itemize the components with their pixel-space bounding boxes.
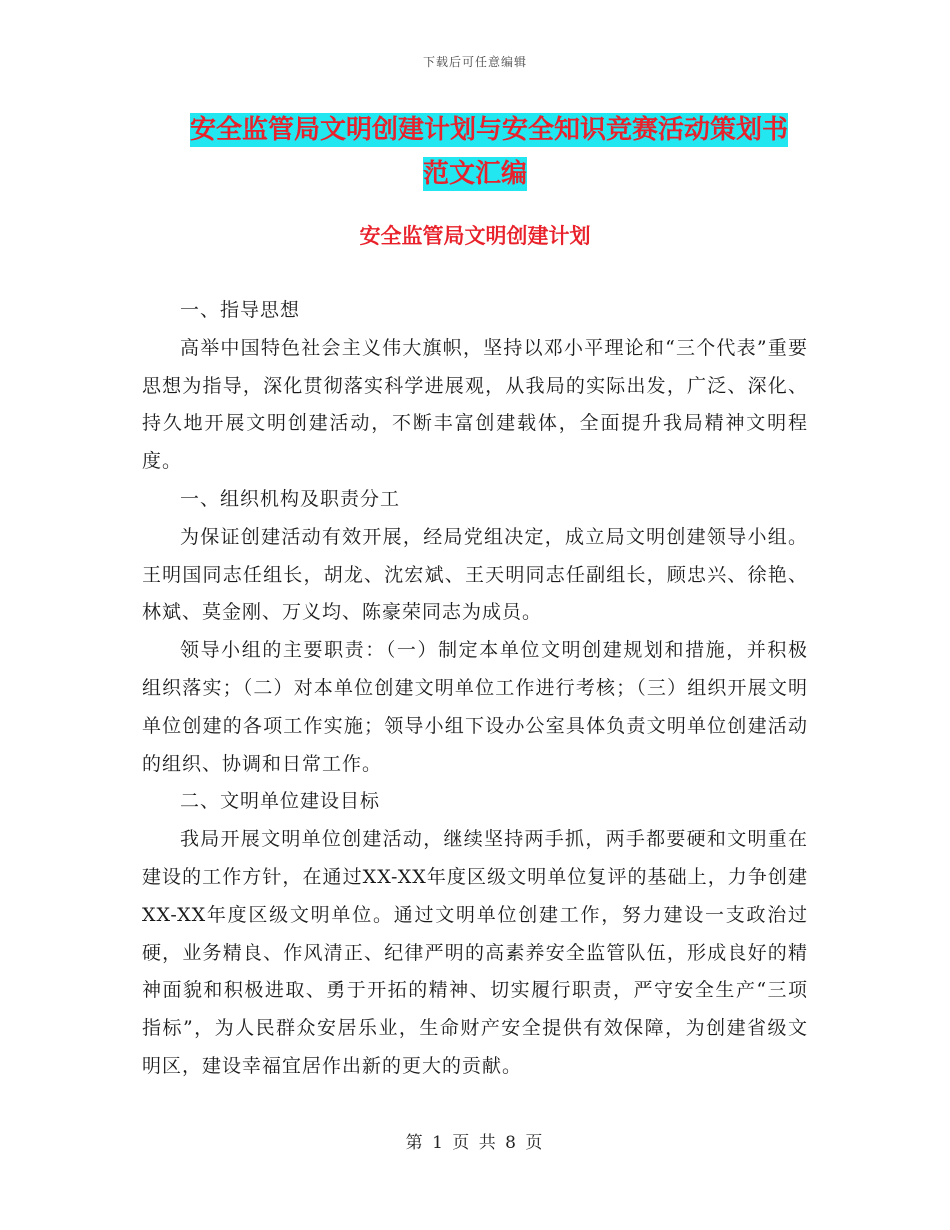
paragraph: 高举中国特色社会主义伟大旗帜，坚持以邓小平理论和“三个代表”重要思想为指导，深化贯彻落实科学进展观，从我局的实际出发，广泛、深化、持久地开展文明创建活动，不断丰富创建载体，全面提升我局精神文明程度。 xyxy=(142,336,808,473)
paragraph: 领导小组的主要职责：（一）制定本单位文明创建规划和措施，并积极组织落实；（二）对本单位创建文明单位工作进行考核；（三）组织开展文明单位创建的各项工作实施；领导小组下设办公室具体负责文明单位创建活动的组织、协调和日常工作。 xyxy=(142,639,808,775)
document-title-line-1 xyxy=(190,108,805,153)
title-highlight: 范文汇编 xyxy=(422,159,527,189)
heading-organization: 一、组织机构及职责分工 xyxy=(180,487,401,510)
heading-guiding-thought: 一、指导思想 xyxy=(180,299,301,321)
heading-goals: 二、文明单位建设目标 xyxy=(180,790,381,813)
paragraph: 我局开展文明单位创建活动，继续坚持两手抓，两手都要硬和文明重在建设的工作方针，在通过XX-XX年度区级文明单位复评的基础上，力争创建XX-XX年度区级文明单位。通过文明单位创建工作，努力建设一支政治过硬，业务精良、作风清正、纪律严明的高素养安全监管队伍，形成良好的精神面貌和积极进取、勇于开拓的精神、切实履行职责，严守安全生产“三项指标”，为人民群众安居乐业，生命财产安全提供有效保障，为创建省级文明区，建设幸福宜居作出新的更大的贡献。 xyxy=(142,828,808,1077)
section-title: 安全监管局文明创建计划 xyxy=(359,224,591,248)
paragraph: 为保证创建活动有效开展，经局党组决定，成立局文明创建领导小组。王明国同志任组长，胡龙、沈宏斌、王天明同志任副组长，顾忠兴、徐艳、林斌、莫金刚、万义均、陈豪荣同志为成员。 xyxy=(142,525,808,624)
page-indicator: 第 1 页 共 8 页 xyxy=(405,1133,545,1153)
document-title-line-2 xyxy=(0,152,950,197)
document-body xyxy=(142,292,808,1086)
title-highlight: 安全监管局文明创建计划与安全知识竞赛活动策划书 xyxy=(190,115,789,145)
header-note: 下载后可任意编辑 xyxy=(422,55,527,69)
